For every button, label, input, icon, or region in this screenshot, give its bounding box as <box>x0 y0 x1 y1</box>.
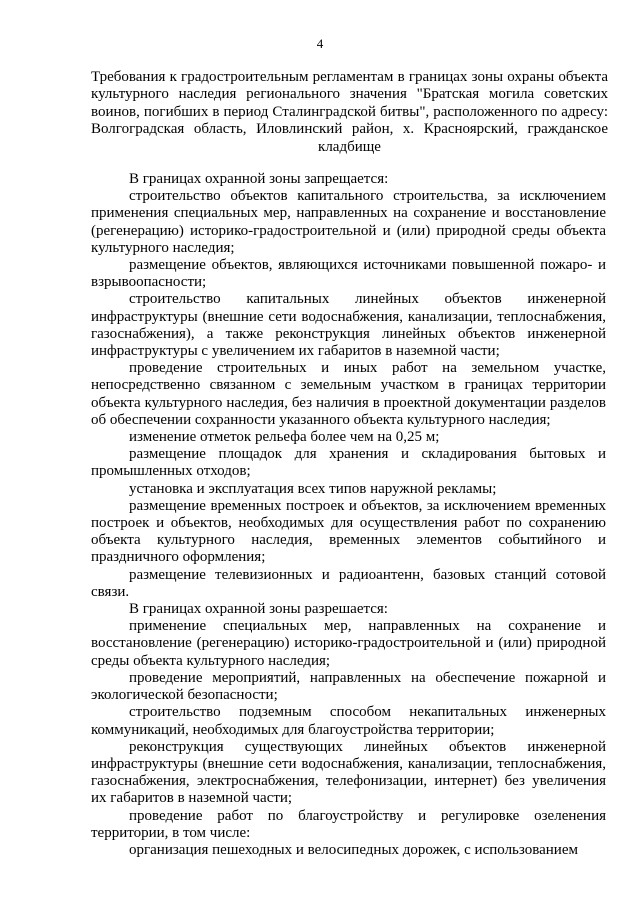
paragraph-item: проведение работ по благоустройству и регулировке озеленения территории, в том числе: <box>91 807 606 841</box>
paragraph-item: размещение временных построек и объектов, за исключением временных построек и объектов, необходимых для осуществления работ по сохранению объекта культурного наследия, временных элементов событийного и праздничного оформления; <box>91 497 606 566</box>
page-number: 4 <box>316 36 324 51</box>
document-heading: Требования к градостроительным регламентам в границах зоны охраны объекта культурного наследия регионального значения "Братская могила советских воинов, погибших в период Сталинградской битвы", расположенного по адресу: Волгоградская область, Иловлинский район, х. Красноярский, гражданское кладбище <box>91 69 608 155</box>
paragraph-item: строительство объектов капитального строительства, за исключением применения специальных мер, направленных на сохранение и восстановление (регенерацию) историко-градостроительной и (или) природной среды объекта культурного наследия; <box>91 188 606 256</box>
paragraph-prohibited-intro: В границах охранной зоны запрещается: <box>129 171 389 187</box>
paragraph-item: размещение объектов, являющихся источниками повышенной пожаро- и взрывоопасности; <box>91 257 606 291</box>
paragraph-item: размещение площадок для хранения и складирования бытовых и промышленных отходов; <box>91 446 606 480</box>
document-body <box>91 171 606 859</box>
paragraph-item: размещение телевизионных и радиоантенн, базовых станций сотовой связи. <box>91 566 606 600</box>
paragraph-item: строительство капитальных линейных объектов инженерной инфраструктуры (внешние сети водоснабжения, канализации, теплоснабжения, газоснабжения), а также реконструкция линейных объектов инженерной инфраструктуры с увеличением их габаритов в наземной части; <box>91 291 606 360</box>
paragraph-item: проведение мероприятий, направленных на обеспечение пожарной и экологической безопасности; <box>91 669 606 704</box>
paragraph-permitted-intro: В границах охранной зоны разрешается: <box>129 601 388 618</box>
paragraph-item: проведение строительных и иных работ на земельном участке, непосредственно связанном с земельным участком в границах территории объекта культурного наследия, без наличия в проектной документации разделов об обеспечении сохранности указанного объекта культурного наследия; <box>91 360 606 428</box>
paragraph-item: изменение отметок рельефа более чем на 0,25 м; <box>129 429 440 446</box>
paragraph-item: организация пешеходных и велосипедных дорожек, с использованием <box>129 841 578 858</box>
paragraph-item: установка и эксплуатация всех типов наружной рекламы; <box>129 480 497 497</box>
paragraph-item: строительство подземным способом некапитальных инженерных коммуникаций, необходимых для благоустройства территории; <box>91 704 606 738</box>
paragraph-item: реконструкция существующих линейных объектов инженерной инфраструктуры (внешние сети водоснабжения, канализации, теплоснабжения, газоснабжения, электроснабжения, телефонизации, интернет) без увеличения их габаритов в наземной части; <box>91 738 606 807</box>
paragraph-item: применение специальных мер, направленных на сохранение и восстановление (регенерацию) историко-градостроительной и (или) природной среды объекта культурного наследия; <box>91 618 606 669</box>
